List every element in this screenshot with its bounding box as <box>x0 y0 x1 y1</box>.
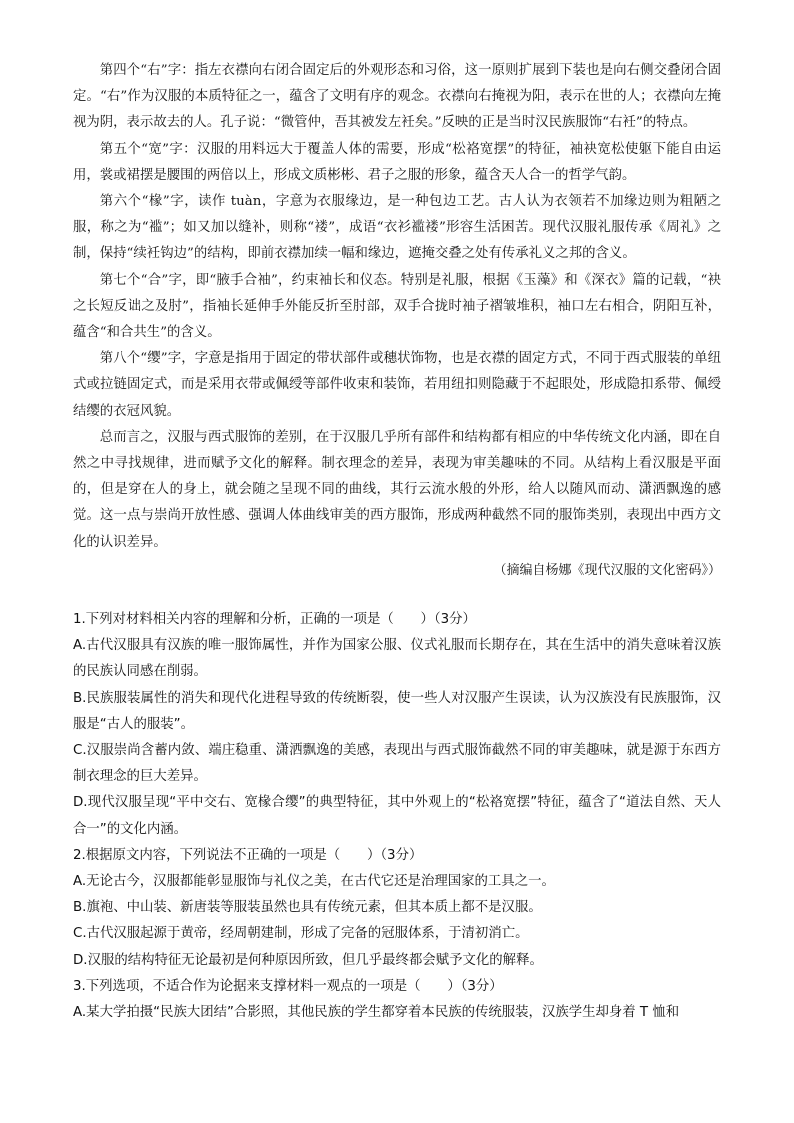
reading-passage <box>73 58 721 584</box>
question-3-stem: 3.下列选项，不适合作为论据来支撑材料一观点的一项是（ ）（3分） <box>73 978 503 994</box>
passage-paragraph: 总而言之，汉服与西式服饰的差别，在于汉服几乎所有部件和结构都有相应的中华传统文化内涵，即在自然之中寻找规律，进而赋予文化的解释。制衣理念的差异，表现为审美趣味的不同。从结构上看汉服是平面的，但是穿在人的身上，就会随之呈现不同的曲线，其行云流水般的外形，给人以随风而动、潇洒飘逸的感觉。这一点与崇尚开放性感、强调人体曲线审美的西方服饰，形成两种截然不同的服饰类别，表现出中西方文化的认识差异。 <box>73 429 721 550</box>
passage-paragraph: 第八个“缨”字，字意是指用于固定的带状部件或穗状饰物，也是衣襟的固定方式，不同于西式服装的单纽式或拉链固定式，而是采用衣带或佩绶等部件收束和装饰，若用纽扣则隐藏于不起眼处，形成隐扣系带、佩绶结缨的衣冠风貌。 <box>73 351 721 419</box>
question-3-option-a: A.某大学拍摄“民族大团结”合影照，其他民族的学生都穿着本民族的传统服装，汉族学生却身着 T 恤和 <box>73 1005 680 1021</box>
question-1-stem: 1.下列对材料相关内容的理解和分析，正确的一项是（ ）（3分） <box>73 612 476 627</box>
question-section <box>73 607 721 1026</box>
passage-paragraph: 第七个“合”字，即“腋手合袖”，约束袖长和仪态。特别是礼服，根据《玉藻》和《深衣》篇的记载，“袂之长短反诎之及肘”，指袖长延伸手外能反折至肘部，双手合拢时袖子褶皱堆积，袖口左右相合，阴阳互补，蕴含“和合共生”的含义。 <box>73 272 721 341</box>
question-1-option-d: D.现代汉服呈现“平中交右、宽椽合缨”的典型特征，其中外观上的“松袼宽摆”特征，蕴含了“道法自然、天人合一”的文化内涵。 <box>73 795 721 837</box>
question-2-option-b: B.旗袍、中山装、新唐装等服装虽然也具有传统元素，但其本质上都不是汉服。 <box>73 900 542 916</box>
passage-source: （摘编自杨娜《现代汉服的文化密码》） <box>493 562 721 578</box>
question-2-option-a: A.无论古今，汉服都能彰显服饰与礼仪之美，在古代它还是治理国家的工具之一。 <box>73 874 555 890</box>
question-2-option-d: D.汉服的结构特征无论最初是何种原因所致，但几乎最终都会赋予文化的解释。 <box>73 952 543 968</box>
passage-paragraph: 第五个“宽”字：汉服的用料远大于覆盖人体的需要，形成“松袼宽摆”的特征，袖袂宽松使躯下能自由运用，裳或裙摆是腰围的两倍以上，形成文质彬彬、君子之服的形象，蕴含天人合一的哲学气韵。 <box>73 141 721 183</box>
question-1-option-a: A.古代汉服具有汉族的唯一服饰属性，并作为国家公服、仪式礼服而长期存在，其在生活中的消失意味着汉族的民族认同感在削弱。 <box>73 638 721 680</box>
passage-paragraph: 第四个“右”字：指左衣襟向右闭合固定后的外观形态和习俗，这一原则扩展到下装也是向右侧交叠闭合固定。“右”作为汉服的本质特征之一，蕴含了文明有序的观念。衣襟向右掩视为阳，表示在世的人；衣襟向左掩视为阴，表示故去的人。孔子说：“微管仲，吾其被发左衽矣。”反映的正是当时汉民族服饰“右衽”的特点。 <box>73 63 721 131</box>
question-1-option-b: B.民族服装属性的消失和现代化进程导致的传统断裂，使一些人对汉服产生误读，认为汉族没有民族服饰，汉服是“古人的服装”。 <box>73 690 721 732</box>
passage-paragraph: 第六个“椽”字，读作 tuàn，字意为衣服缘边，是一种包边工艺。古人认为衣领若不加缘边则为粗陋之服，称之为“褴”；如又加以缝补，则称“褛”，成语“衣衫褴褛”形容生活困苦。现代汉服礼服传承《周礼》之制，保持“续衽钩边”的结构，即前衣襟加续一幅和缘边，遮掩交叠之处有传承礼义之邦的含义。 <box>73 194 721 262</box>
question-2-stem: 2.根据原文内容，下列说法不正确的一项是（ ）（3分） <box>73 847 423 863</box>
question-1-option-c: C.汉服崇尚含蓄内敛、端庄稳重、潇洒飘逸的美感，表现出与西式服饰截然不同的审美趣味，就是源于东西方制衣理念的巨大差异。 <box>73 743 721 785</box>
question-2-option-c: C.古代汉服起源于黄帝，经周朝建制，形成了完备的冠服体系，于清初消亡。 <box>73 926 529 942</box>
